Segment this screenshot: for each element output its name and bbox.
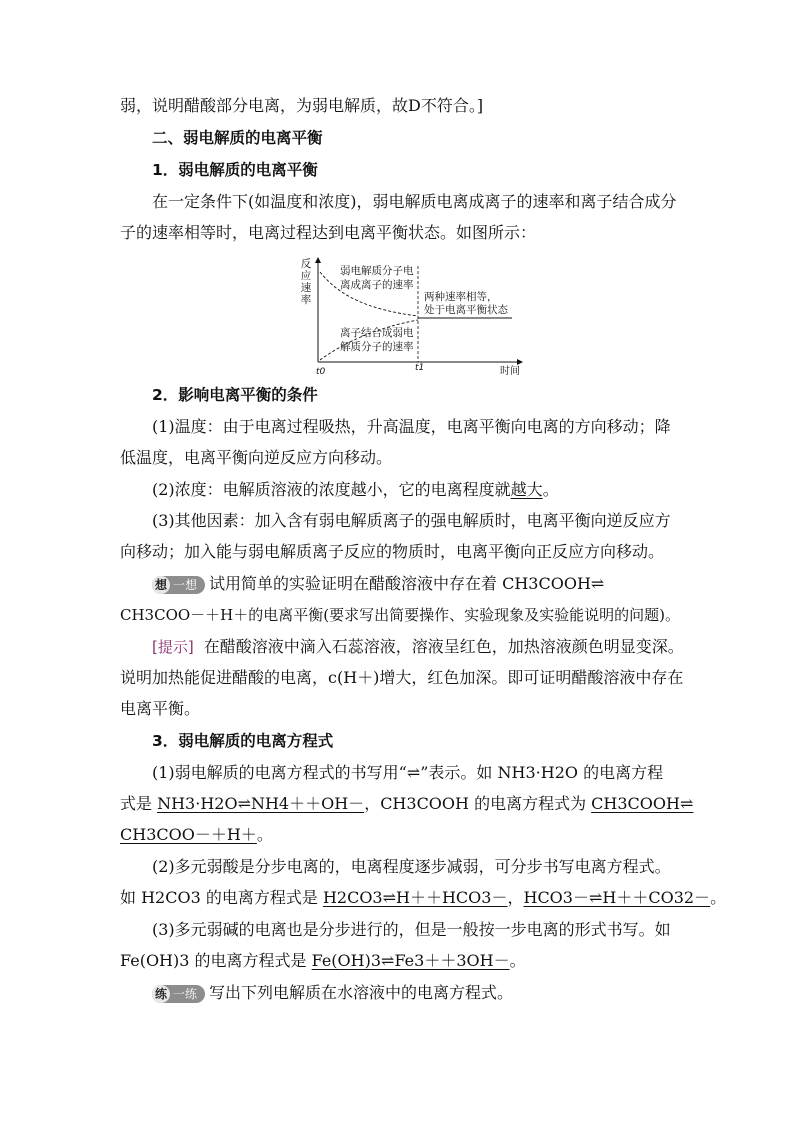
y-axis-label-char: 应 xyxy=(300,270,312,282)
paragraph-line: (3)多元弱碱的电离也是分步进行的，但是一般按一步电离的形式书写。如 xyxy=(152,920,671,939)
answer-blank: NH3·H2O⇌NH4＋＋OH－ xyxy=(157,794,365,813)
y-axis-label-char: 反 xyxy=(300,258,312,270)
subsection-title: 2．影响电离平衡的条件 xyxy=(152,386,318,404)
paragraph-line xyxy=(152,480,676,500)
text-run: 在醋酸溶液中滴入石蕊溶液，溶液呈红色，加热溶液颜色明显变深。 xyxy=(203,637,684,656)
lower-curve-label: 解质分子的速率 xyxy=(340,341,414,353)
paragraph-line: 说明加热能促进醋酸的电离，c(H＋)增大，红色加深。即可证明醋酸溶液中存在 xyxy=(120,668,684,687)
rate-time-diagram xyxy=(270,252,530,376)
subsection-title: 1．弱电解质的电离平衡 xyxy=(152,161,318,179)
y-axis-label xyxy=(301,257,312,306)
paragraph-line: (2)多元弱酸是分步电离的，电离程度逐步减弱，可分步书写电离方程式。 xyxy=(152,857,671,876)
text-run: 。 xyxy=(542,480,559,499)
paragraph-line xyxy=(120,951,676,971)
y-axis-label-char: 率 xyxy=(300,294,312,306)
equilibrium-label: 两种速率相等， xyxy=(424,291,498,303)
paragraph-line: CH3COO－＋H＋的电离平衡(要求写出简要操作、实验现象及实验能说明的问题)。 xyxy=(120,606,680,624)
paragraph-line: 低温度，电离平衡向逆反应方向移动。 xyxy=(120,448,393,467)
reverse-rate-curve xyxy=(320,320,418,360)
text-run: ， xyxy=(507,888,524,907)
paragraph-line xyxy=(120,888,727,908)
subsection-title: 3．弱电解质的电离方程式 xyxy=(152,732,334,750)
hint-line xyxy=(152,637,684,657)
answer-blank: 越大 xyxy=(510,480,543,499)
paragraph-line: 在一定条件下(如温度和浓度)，弱电解质电离成离子的速率和离子结合成分 xyxy=(152,192,677,211)
practice-badge-char: 练 xyxy=(152,985,170,1003)
practice-badge xyxy=(152,985,205,1003)
text-run: Fe(OH)3 的电离方程式是 xyxy=(120,951,312,970)
think-badge-char: 想 xyxy=(152,576,170,594)
t1-label: t1 xyxy=(415,363,425,373)
text-run: 。 xyxy=(256,825,273,844)
paragraph-line: (1)弱电解质的电离方程式的书写用“⇌”表示。如 NH3·H2O 的电离方程 xyxy=(152,763,664,782)
practice-line xyxy=(152,983,676,1003)
answer-blank: CH3COO－＋H＋ xyxy=(120,825,257,844)
paragraph-line xyxy=(120,825,676,845)
think-badge-text: 一想 xyxy=(173,577,198,592)
text-run: 。 xyxy=(710,888,727,907)
section-title: 二、弱电解质的电离平衡 xyxy=(152,129,323,147)
text-run: (2)浓度：电解质溶液的浓度越小，它的电离程度就 xyxy=(152,480,511,499)
lower-curve-label: 离子结合成弱电 xyxy=(340,327,414,339)
practice-badge-text: 一练 xyxy=(173,986,198,1001)
equilibrium-label: 处于电离平衡状态 xyxy=(424,304,508,316)
think-badge xyxy=(152,576,205,594)
text-run: 写出下列电解质在水溶液中的电离方程式。 xyxy=(209,983,514,1002)
upper-curve-label: 离成离子的速率 xyxy=(340,279,414,291)
text-run: 如 H2CO3 的电离方程式是 xyxy=(120,888,323,907)
text-run: 。 xyxy=(509,951,526,970)
think-line xyxy=(152,574,676,594)
text-run: 式是 xyxy=(120,794,158,813)
answer-blank: Fe(OH)3⇌Fe3＋＋3OH－ xyxy=(311,951,510,970)
answer-blank: CH3COOH⇌ xyxy=(591,794,694,813)
hint-label: [提示] xyxy=(152,638,194,656)
answer-blank: HCO3－⇌H＋＋CO32－ xyxy=(523,888,711,907)
upper-curve-label: 弱电解质分子电 xyxy=(340,265,414,277)
paragraph-line: 弱，说明醋酸部分电离，为弱电解质，故D不符合。] xyxy=(120,96,484,115)
x-axis-label: 时间 xyxy=(500,366,520,376)
paragraph-line: (3)其他因素：加入含有弱电解质离子的强电解质时，电离平衡向逆反应方 xyxy=(152,511,671,530)
t0-label: t0 xyxy=(316,367,326,376)
text-run: 试用简单的实验证明在醋酸溶液中存在着 CH3COOH⇌ xyxy=(209,574,605,593)
paragraph-line xyxy=(120,794,694,814)
text-run: ，CH3COOH 的电离方程式为 xyxy=(364,794,592,813)
answer-blank: H2CO3⇌H＋＋HCO3－ xyxy=(322,888,508,907)
paragraph-line: (1)温度：由于电离过程吸热，升高温度，电离平衡向电离的方向移动；降 xyxy=(152,417,671,436)
paragraph-line: 向移动；加入能与弱电解质离子反应的物质时，电离平衡向正反应方向移动。 xyxy=(120,542,665,561)
paragraph-line: 子的速率相等时，电离过程达到电离平衡状态。如图所示： xyxy=(120,223,537,242)
paragraph-line: 电离平衡。 xyxy=(120,699,201,718)
y-axis-label-char: 速 xyxy=(300,282,312,294)
